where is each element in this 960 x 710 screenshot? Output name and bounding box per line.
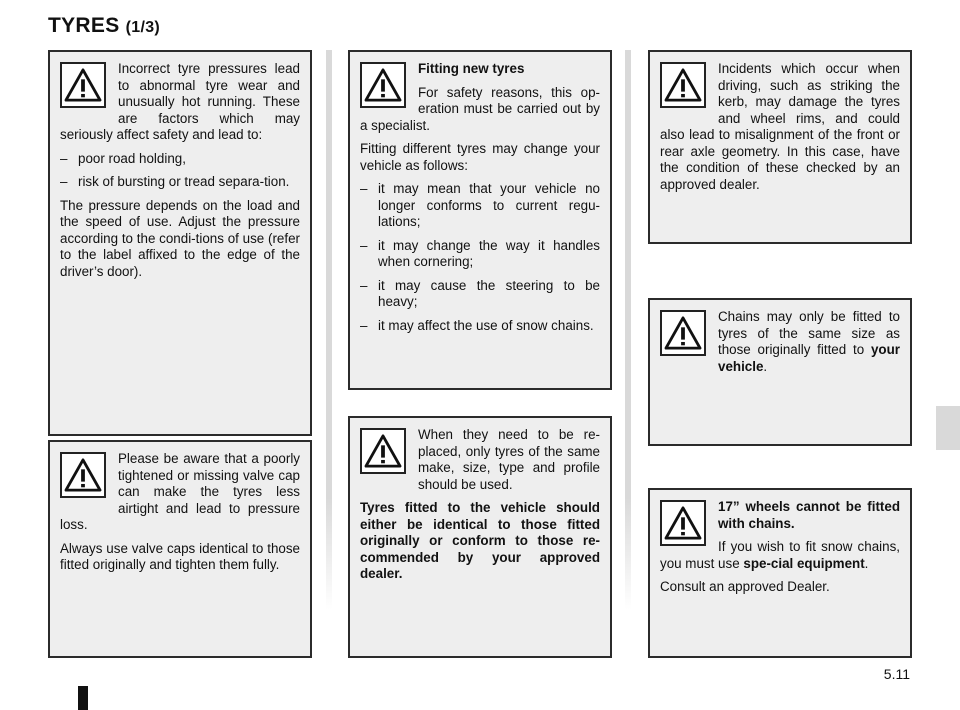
column-divider bbox=[326, 50, 332, 610]
warning-triangle-icon bbox=[660, 62, 706, 108]
list-item: – it may change the way it handles when cornering; bbox=[360, 237, 600, 269]
replace-bold-paragraph: Tyres fitted to the vehicle should either be identical to those fitted originally or conform to those re-commended by your approved dealer. bbox=[360, 500, 600, 581]
warning-box-pressure bbox=[48, 50, 312, 436]
warning-box-wheels17 bbox=[648, 488, 912, 658]
list-item: – poor road holding, bbox=[60, 150, 186, 166]
page-title bbox=[48, 14, 160, 38]
warning-triangle-icon bbox=[360, 428, 406, 474]
valve-paragraph: Always use valve caps identical to those fitted originally and tighten them fully. bbox=[60, 540, 300, 572]
pressure-paragraph: The pressure depends on the load and the speed of use. Adjust the pressure according to the condi-tions of use (refer to the label affixed to the edge of the driver’s door). bbox=[60, 197, 300, 279]
fitting-heading: Fitting new tyres bbox=[418, 61, 525, 76]
page-number: 5.11 bbox=[883, 666, 910, 682]
warning-box-valve bbox=[48, 440, 312, 658]
warning-triangle-icon bbox=[60, 62, 106, 108]
wheels17-paragraph: Consult an approved Dealer. bbox=[660, 579, 830, 594]
column-divider bbox=[625, 50, 631, 610]
warning-triangle-icon bbox=[60, 452, 106, 498]
warning-triangle-icon bbox=[360, 62, 406, 108]
warning-triangle-icon bbox=[660, 310, 706, 356]
list-item: – it may cause the steering to be heavy; bbox=[360, 277, 600, 309]
wheels17-text: If you wish to fit snow chains, you must use spe-cial equipment. bbox=[660, 539, 900, 571]
title-part: (1/3) bbox=[125, 19, 161, 36]
wheels17-heading: 17” wheels cannot be fitted with chains. bbox=[718, 499, 900, 531]
warning-box-replace bbox=[348, 416, 612, 658]
fitting-intro: For safety reasons, this op-eration must be carried out by a specialist. bbox=[360, 84, 600, 133]
list-item: – it may mean that your vehicle no longer conforms to current regu-lations; bbox=[360, 181, 600, 229]
warning-box-fitting bbox=[348, 50, 612, 390]
chains-text: Chains may only be fitted to tyres of the same size as those originally fitted to your vehicle. bbox=[718, 309, 900, 374]
fitting-paragraph: Fitting different tyres may change your vehicle as follows: bbox=[360, 141, 600, 173]
title-main: TYRES bbox=[48, 14, 120, 37]
warning-box-chains bbox=[648, 298, 912, 446]
replace-intro: When they need to be re-placed, only tyres of the same make, size, type and profile should be used. bbox=[418, 427, 600, 492]
valve-intro: Please be aware that a poorly tightened or missing valve cap can make the tyres less airtight and lead to pressure loss. bbox=[60, 451, 300, 532]
list-item: – risk of bursting or tread separa-tion. bbox=[60, 174, 290, 189]
incidents-text: Incidents which occur when driving, such as striking the kerb, may damage the tyres and wheel rims, and could also lead to misalignment of the front or rear axle geometry. In this case, have the condition of these checked by an approved dealer. bbox=[660, 61, 900, 192]
corner-mark bbox=[78, 686, 88, 710]
warning-triangle-icon bbox=[660, 500, 706, 546]
warning-box-incidents bbox=[648, 50, 912, 244]
pressure-intro: Incorrect tyre pressures lead to abnormal tyre wear and unusually hot running. These are factors which may seriously affect safety and lead to: bbox=[60, 61, 300, 142]
list-item: – it may affect the use of snow chains. bbox=[360, 317, 594, 333]
chapter-tab bbox=[936, 406, 960, 450]
